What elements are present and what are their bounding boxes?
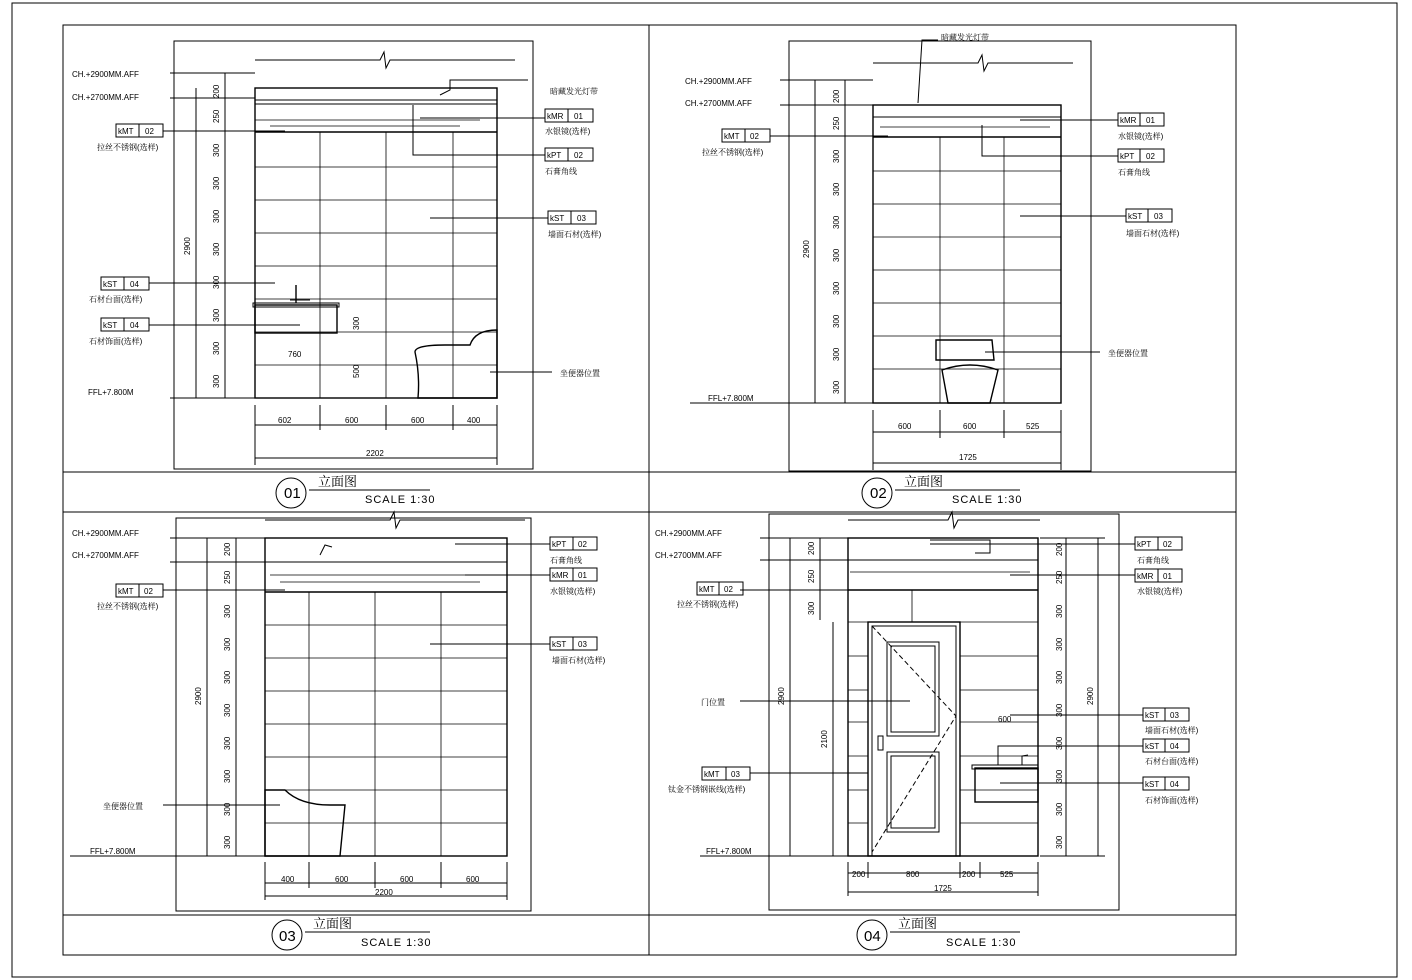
- v04-dim-height-left: 2900: [777, 687, 786, 705]
- v04-tag3-num: 02: [724, 585, 733, 594]
- v03-tag4-desc: 拉丝不锈钢(选样): [97, 602, 159, 611]
- v03-dim-v5: 300: [223, 670, 232, 684]
- door: [868, 622, 960, 856]
- v01-tag6-num: 04: [130, 321, 139, 330]
- v02-note-toilet: 坐便器位置: [1108, 349, 1148, 358]
- v04-tag7-num: 03: [731, 770, 740, 779]
- v03-dim-height: 2900: [194, 687, 203, 705]
- v02-dim-v2: 250: [832, 116, 841, 130]
- v04-tag7-code: kMT: [704, 770, 720, 779]
- v03-ffl: FFL+7.800M: [90, 847, 136, 856]
- v03-dim-h2: 600: [335, 875, 349, 884]
- v03-ch2900: CH.+2900MM.AFF: [72, 529, 139, 538]
- v02-tag1-num: 01: [1146, 116, 1155, 125]
- v02-dim-h1: 600: [898, 422, 912, 431]
- v04-dim-vr1: 200: [1055, 542, 1064, 556]
- v01-dim-h3: 600: [411, 416, 425, 425]
- v01-scale: SCALE 1:30: [365, 494, 436, 506]
- v02-tag2-num: 02: [1146, 152, 1155, 161]
- v04-note-door: 门位置: [701, 698, 725, 707]
- v02-dim-v3: 300: [832, 149, 841, 163]
- v04-dim-vl3: 300: [807, 601, 816, 615]
- v04-dim-vl1: 200: [807, 541, 816, 555]
- v02-dim-height: 2900: [802, 240, 811, 258]
- v03-tag3-num: 03: [578, 640, 587, 649]
- v03-dim-v1: 200: [223, 542, 232, 556]
- v02-dim-v6: 300: [832, 248, 841, 262]
- v01-dim-v8: 300: [212, 308, 221, 322]
- v01-tag5-code: kST: [103, 280, 118, 289]
- v01-dim-v2: 250: [212, 109, 221, 123]
- v04-dim-vr3: 300: [1055, 604, 1064, 618]
- v01-tag2-num: 02: [574, 151, 583, 160]
- elevation-03: [70, 512, 597, 950]
- v02-tag3-desc: 墙面石材(选样): [1126, 229, 1180, 238]
- v04-dim-vr6: 300: [1055, 703, 1064, 717]
- v03-dim-v9: 300: [223, 802, 232, 816]
- v01-dim-v10: 300: [212, 374, 221, 388]
- v02-dim-v10: 300: [832, 380, 841, 394]
- v04-tag3-desc: 拉丝不锈钢(选样): [677, 600, 739, 609]
- elevation-01: [101, 41, 596, 508]
- v03-number: 03: [279, 928, 296, 945]
- v01-dim-total: 2202: [366, 449, 384, 458]
- v01-note-light: 暗藏发光灯带: [550, 87, 598, 96]
- v02-tag4-num: 02: [750, 132, 759, 141]
- v01-dim-h1: 602: [278, 416, 292, 425]
- v01-tag2-code: kPT: [547, 151, 562, 160]
- v04-dim-height-right: 2900: [1086, 687, 1095, 705]
- v04-tag5-code: kST: [1145, 742, 1160, 751]
- v03-dim-h4: 600: [466, 875, 480, 884]
- v02-dim-v7: 300: [832, 281, 841, 295]
- v04-dim-h4: 525: [1000, 870, 1014, 879]
- v01-dim-v4: 300: [212, 176, 221, 190]
- v01-dim-v5: 300: [212, 209, 221, 223]
- v02-tag3-code: kST: [1128, 212, 1143, 221]
- v04-tag4-num: 03: [1170, 711, 1179, 720]
- v01-dim-cab-w: 760: [288, 350, 302, 359]
- v02-number: 02: [870, 485, 887, 502]
- v04-tag5-num: 04: [1170, 742, 1179, 751]
- v01-ch2700: CH.+2700MM.AFF: [72, 93, 139, 102]
- v03-dim-v6: 300: [223, 703, 232, 717]
- v02-title: 立面图: [904, 475, 944, 490]
- v04-tag4-code: kST: [1145, 711, 1160, 720]
- v04-tag1-num: 02: [1163, 540, 1172, 549]
- v01-tag4-num: 02: [145, 127, 154, 136]
- v04-tag6-desc: 石材饰面(选样): [1145, 796, 1199, 805]
- v01-number: 01: [284, 485, 301, 502]
- v01-dim-v9: 300: [212, 341, 221, 355]
- v03-tag3-desc: 墙面石材(选样): [552, 656, 606, 665]
- v02-tag1-desc: 水银镜(选样): [1118, 132, 1164, 141]
- v01-tag1-code: kMR: [547, 112, 564, 121]
- v02-tag1-code: kMR: [1120, 116, 1137, 125]
- v04-tag2-desc: 水银镜(选样): [1137, 587, 1183, 596]
- v01-ffl: FFL+7.800M: [88, 388, 134, 397]
- v04-tag6-num: 04: [1170, 780, 1179, 789]
- v01-dim-v6: 300: [212, 242, 221, 256]
- v02-tag4-desc: 拉丝不锈钢(选样): [702, 148, 764, 157]
- v02-dim-v9: 300: [832, 347, 841, 361]
- v04-tag4-desc: 墙面石材(选样): [1145, 726, 1199, 735]
- v04-number: 04: [864, 928, 881, 945]
- v02-dim-v8: 300: [832, 314, 841, 328]
- v04-dim-h1: 200: [852, 870, 866, 879]
- v04-title: 立面图: [898, 917, 938, 932]
- v03-tag1-num: 02: [578, 540, 587, 549]
- v02-tag3-num: 03: [1154, 212, 1163, 221]
- v04-dim-vr9: 300: [1055, 802, 1064, 816]
- v03-note-toilet: 坐便器位置: [103, 802, 143, 811]
- v03-dim-v2: 250: [223, 570, 232, 584]
- v03-tag4-num: 02: [144, 587, 153, 596]
- v04-scale: SCALE 1:30: [946, 937, 1017, 949]
- v01-tag3-num: 03: [577, 214, 586, 223]
- v04-tag3-code: kMT: [699, 585, 715, 594]
- v03-tag3-code: kST: [552, 640, 567, 649]
- v02-dim-h3: 525: [1026, 422, 1040, 431]
- v02-dim-h2: 600: [963, 422, 977, 431]
- v01-note-toilet: 坐便器位置: [560, 369, 600, 378]
- v03-dim-h1: 400: [281, 875, 295, 884]
- v03-dim-v3: 300: [223, 604, 232, 618]
- v02-dim-v5: 300: [832, 215, 841, 229]
- v04-dim-vr2: 250: [1055, 570, 1064, 584]
- v01-tag3-code: kST: [550, 214, 565, 223]
- v04-dim-door-h: 2100: [820, 730, 829, 748]
- v02-dim-total: 1725: [959, 453, 977, 462]
- v04-tag1-code: kPT: [1137, 540, 1152, 549]
- v01-dim-v7: 300: [212, 275, 221, 289]
- v02-ch2700: CH.+2700MM.AFF: [685, 99, 752, 108]
- v04-tag7-desc: 钛金不锈钢嵌线(选样): [668, 785, 746, 794]
- v04-dim-total: 1725: [934, 884, 952, 893]
- v04-dim-600: 600: [998, 715, 1012, 724]
- v04-dim-vr8: 300: [1055, 769, 1064, 783]
- v02-dim-v4: 300: [832, 182, 841, 196]
- v03-tag2-code: kMR: [552, 571, 569, 580]
- v01-tag1-desc: 水银镜(选样): [545, 127, 591, 136]
- v02-dim-v1: 200: [832, 89, 841, 103]
- v02-ch2900: CH.+2900MM.AFF: [685, 77, 752, 86]
- v04-tag6-code: kST: [1145, 780, 1160, 789]
- v04-dim-vr7: 300: [1055, 736, 1064, 750]
- v03-dim-v7: 300: [223, 736, 232, 750]
- v01-tag4-code: kMT: [118, 127, 134, 136]
- v03-tag1-desc: 石膏角线: [550, 556, 582, 565]
- v02-note-light: 暗藏发光灯带: [941, 33, 989, 42]
- v02-tag2-desc: 石膏角线: [1118, 168, 1150, 177]
- v04-dim-vr5: 300: [1055, 670, 1064, 684]
- v01-dim-cab-h: 300: [352, 316, 361, 330]
- v03-dim-v8: 300: [223, 769, 232, 783]
- v02-tag4-code: kMT: [724, 132, 740, 141]
- v03-tag2-desc: 水银镜(选样): [550, 587, 596, 596]
- v04-ch2900: CH.+2900MM.AFF: [655, 529, 722, 538]
- v03-title: 立面图: [313, 917, 353, 932]
- v04-tag5-desc: 石材台面(选样): [1145, 757, 1199, 766]
- v04-tag2-code: kMR: [1137, 572, 1154, 581]
- v01-tag2-desc: 石膏角线: [545, 167, 577, 176]
- v01-tag5-num: 04: [130, 280, 139, 289]
- v03-dim-v4: 300: [223, 637, 232, 651]
- v01-title: 立面图: [318, 475, 358, 490]
- v03-tag2-num: 01: [578, 571, 587, 580]
- v01-tag3-desc: 墙面石材(选样): [548, 230, 602, 239]
- v03-dim-h3: 600: [400, 875, 414, 884]
- v04-dim-h3: 200: [962, 870, 976, 879]
- v03-tag1-code: kPT: [552, 540, 567, 549]
- v01-tag6-code: kST: [103, 321, 118, 330]
- v01-dim-v3: 300: [212, 143, 221, 157]
- v04-dim-h2: 800: [906, 870, 920, 879]
- v02-ffl: FFL+7.800M: [708, 394, 754, 403]
- v03-ch2700: CH.+2700MM.AFF: [72, 551, 139, 560]
- v01-tag6-desc: 石材饰面(选样): [89, 337, 143, 346]
- v03-dim-v10: 300: [223, 835, 232, 849]
- v01-dim-v1: 200: [212, 84, 221, 98]
- v04-dim-vr4: 300: [1055, 637, 1064, 651]
- v04-dim-vr10: 300: [1055, 835, 1064, 849]
- elevation-02: [690, 40, 1172, 508]
- v04-ffl: FFL+7.800M: [706, 847, 752, 856]
- v04-tag1-desc: 石膏角线: [1137, 556, 1169, 565]
- v01-tag4-desc: 拉丝不锈钢(选样): [97, 143, 159, 152]
- v03-dim-total: 2200: [375, 888, 393, 897]
- v03-tag4-code: kMT: [118, 587, 134, 596]
- v02-tag2-code: kPT: [1120, 152, 1135, 161]
- v01-dim-h2: 600: [345, 416, 359, 425]
- v01-tag5-desc: 石材台面(选样): [89, 295, 143, 304]
- v01-dim-h4: 400: [467, 416, 481, 425]
- v02-scale: SCALE 1:30: [952, 494, 1023, 506]
- v01-tag1-num: 01: [574, 112, 583, 121]
- v04-ch2700: CH.+2700MM.AFF: [655, 551, 722, 560]
- v03-scale: SCALE 1:30: [361, 937, 432, 949]
- v01-ch2900: CH.+2900MM.AFF: [72, 70, 139, 79]
- v04-tag2-num: 01: [1163, 572, 1172, 581]
- v01-dim-height: 2900: [183, 237, 192, 255]
- v01-dim-toilet-h: 500: [352, 364, 361, 378]
- v04-dim-vl2: 250: [807, 569, 816, 583]
